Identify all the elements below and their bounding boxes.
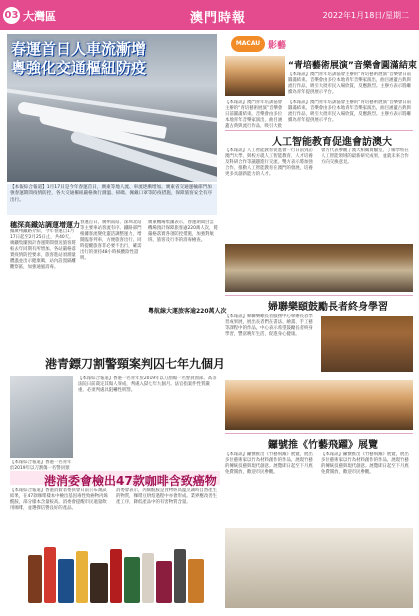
product-can xyxy=(76,551,88,603)
court-photo xyxy=(10,376,73,458)
article-body: 【本報訊】澳門青年培訓協會主辦的“青培藝術展演”音樂會日前圓滿結束。音樂會由多位本地青年音樂家演出，曲目涵蓋古典與流行作品，吸引大批 xyxy=(225,100,283,128)
headline-music: “青培藝術展演”音樂會圓滿結束 xyxy=(288,61,417,71)
article-body: 【本報訊】人工智能教育促進會一行日前到訪澳門大學，與校方就人工智能教育、人才培養及科研合作等議題進行交流。雙方表示將加強合作，推動人工智能教育在澳門的發展，培養更多具創新能力的人才。 xyxy=(225,148,313,177)
product-can xyxy=(188,559,204,603)
divider xyxy=(225,433,413,434)
ai-meeting-photo xyxy=(225,244,413,292)
article-body: 會方代表參觀了澳大相關實驗室，了解學校在人工智能領域的最新研究成果，並就未來合作方向交換意見。 xyxy=(321,148,409,165)
women-group-photo xyxy=(225,380,413,430)
hero-caption: 【本報綜合報道】1月17日是今年春運首日，廣東等地人流、車流逐漸增加。廣東省交通運輸部門加強春運期間疫情防控，各大交通樞紐嚴格執行測溫、掃碼、佩戴口罩等防疫措施，保障旅客安全有序出行。 xyxy=(7,184,217,215)
article-body: 據廣州鐵路介紹，今年春運自1月17日起至2月25日止，共40天。廣鐵集團預計春運期間發送旅客將較去年同期有所增加。各站嚴格落實疫情防控要求，旅客進站須測量體溫並出示健康碼，站內設置隔離觀察區，加強通風消毒。 xyxy=(10,229,76,270)
headline-ai: 人工智能教育促進會訪澳大 xyxy=(272,137,392,148)
article-body: 消委會表示，丙烯酰胺是食物經高溫烹調時自然產生的物質，咖啡豆烘焙過程中亦會形成。業界應改善生產工序，降低產品中的有害物質含量。 xyxy=(116,488,217,505)
product-can xyxy=(124,557,140,603)
music-photo xyxy=(225,56,285,96)
article-body: 【本報訊】婦聯樂頤長者服務中心舉辦長者學習成果展，展出長者們在書法、繪畫、手工藝等課程中的作品。中心表示希望鼓勵長者終身學習，豐富晚年生活，促進身心健康。 xyxy=(225,314,313,337)
article-body: 【本報訊】鑼號推出《竹藝飛躍》展覽，展出多位藝術家以竹為材料創作的作品，展現竹藝的傳統技藝與現代創意。展覽即日起至下月底免費開放，歡迎市民參觀。 xyxy=(225,452,313,475)
article-body: 【本報訊】澳門青年培訓協會主辦的“青培藝術展演”音樂會日前圓滿結束。音樂會由多位本地青年音樂家演出，曲目涵蓋古典與流行作品，吸引大批市民入場欣賞，反應熱烈。主辦方表示將繼續為青年提供展示平台。 xyxy=(288,72,412,95)
product-can xyxy=(142,553,154,603)
subhead-stations: 穗深高鐵站調運增運力 xyxy=(10,221,80,229)
product-can xyxy=(44,547,56,603)
headline-coffee: 港消委會檢出47款咖啡含致癌物 xyxy=(44,474,217,488)
subhead-airport: 粵航線大運旅客逾220萬人次 xyxy=(148,308,227,315)
product-can xyxy=(174,549,186,603)
issue-date: 2022年1月18日/星期二 xyxy=(322,11,409,20)
article-body: 春運首日，廣州南站、深圳北站等主要車站客流有序。鐵路部門根據客流變化靈活調整運力，增開臨客列車，方便旅客出行。同時提醒旅客非必要不出行，確需出行的須持48小時核酸陰性證明。 xyxy=(80,220,142,261)
hero-photo xyxy=(7,34,217,182)
page-number: 03 xyxy=(3,7,20,24)
hero-title-line2: 粵強化交通樞紐防疫 xyxy=(11,59,147,77)
article-body: 【本報綜合報道】香港一名青年於2019年以刀割傷一名警員頸部，高等法院日前裁定其傷人罪成，判處入獄七年九個月。法官指案件性質嚴重，必須判處具阻嚇性刑罰。 xyxy=(78,376,217,393)
product-can xyxy=(156,561,172,603)
product-can xyxy=(90,563,108,603)
article-body: 【本報訊】澳門青年培訓協會主辦的“青培藝術展演”音樂會日前圓滿結束。音樂會由多位本地青年音樂家演出，曲目涵蓋古典與流行作品，吸引大批市民入場欣賞，反應熱烈。主辦方表示將繼續為青年提供展示平台。 xyxy=(288,100,412,123)
macau-logo: MACAU xyxy=(231,36,265,52)
coffee-products-photo xyxy=(24,537,208,607)
product-can xyxy=(110,549,122,603)
paper-name: 澳門時報 xyxy=(190,11,247,26)
article-body: 【本報綜合報道】香港消費者委員會日前公布測試結果，在47款咖啡樣本中檢出基因毒性致癌物丙烯酰胺，部分樣本含量較高。消委會提醒市民適量飲用咖啡，並選擇信譽良好的產品。 xyxy=(10,488,108,511)
section-name: 大灣區 xyxy=(23,10,56,23)
bamboo-gallery-photo xyxy=(225,528,413,608)
macau-sub: 影藝 xyxy=(268,41,287,51)
article-body: 【本報訊】鑼號推出《竹藝飛躍》展覽，展出多位藝術家以竹為材料創作的作品，展現竹藝的傳統技藝與現代創意。展覽即日起至下月底免費開放，歡迎市民參觀。 xyxy=(321,452,409,475)
article-body: 【本報綜合報道】香港一名青年於2019年以刀割傷一名警員頸 xyxy=(10,460,72,470)
page-header xyxy=(0,0,419,30)
divider xyxy=(225,295,413,296)
hero-title-line1: 春運首日人車流漸增 xyxy=(11,40,147,58)
divider xyxy=(225,130,413,131)
headline-court: 港青鏢刀割警頸案判囚七年九個月 xyxy=(45,357,226,371)
women-stage-photo xyxy=(321,316,413,372)
headline-bamboo: 鑼號推《竹藝飛躍》展覽 xyxy=(268,440,378,451)
article-body: 廣東機場集團表示，春運期間白雲機場預計保障旅客逾220萬人次，將嚴格落實各項防控措施，加強對航班、旅客及行李的消毒檢查。 xyxy=(148,220,218,243)
headline-women: 婦聯樂頤鼓勵長者終身學習 xyxy=(268,302,388,313)
product-can xyxy=(58,559,74,603)
product-can xyxy=(28,555,42,603)
